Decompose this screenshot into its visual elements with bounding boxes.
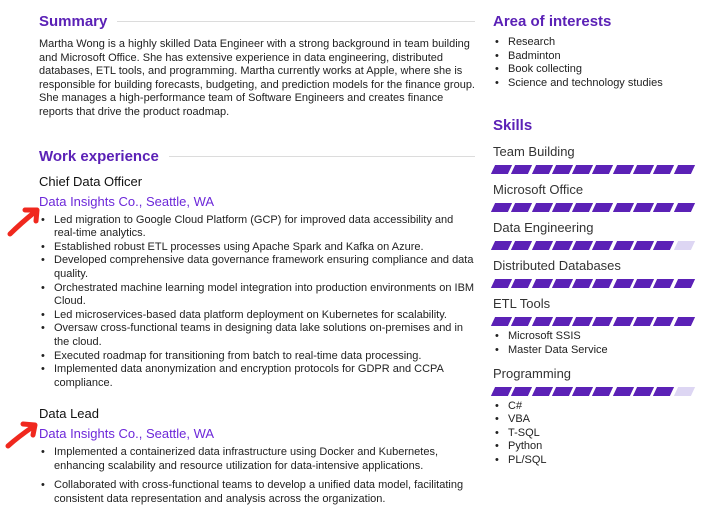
skill-name: Data Engineering	[493, 220, 594, 236]
skill-segment-filled	[633, 165, 654, 174]
skill-segment-filled	[653, 241, 674, 250]
skill-segment-filled	[653, 317, 674, 326]
job-bullet: • Established robust ETL processes using Apache Spark and Kafka on Azure.	[39, 241, 475, 255]
skill-name: Team Building	[493, 144, 575, 160]
skill-segment-filled	[511, 165, 532, 174]
skill-segment-filled	[572, 165, 593, 174]
skill-segment-filled	[592, 317, 613, 326]
skill-sublist	[493, 400, 693, 468]
skill-segment-filled	[511, 241, 532, 250]
job-bullet: • Executed roadmap for transitioning from batch to real-time data processing.	[39, 350, 475, 364]
skill-level-bar	[493, 317, 693, 326]
skill-segment-filled	[633, 241, 654, 250]
skill-item	[493, 296, 693, 357]
skill-item	[493, 144, 693, 174]
skill-segment-filled	[552, 203, 573, 212]
skills-heading: Skills	[493, 116, 533, 134]
skill-segment-filled	[633, 317, 654, 326]
job-entry	[39, 174, 475, 391]
job-bullet: • Led microservices-based data platform deployment on Kubernetes for scalability.	[39, 309, 475, 323]
skill-segment-filled	[552, 317, 573, 326]
skill-segment-filled	[491, 165, 512, 174]
skill-segment-filled	[674, 165, 695, 174]
skill-segment-filled	[572, 387, 593, 396]
skill-segment-filled	[511, 203, 532, 212]
skill-segment-filled	[531, 387, 552, 396]
job-entry	[39, 406, 475, 506]
interest-item: • Book collecting	[493, 63, 693, 77]
skill-segment-filled	[592, 241, 613, 250]
interests-heading: Area of interests	[493, 12, 612, 30]
work-heading-row	[39, 146, 475, 168]
skills-heading-row	[493, 114, 693, 136]
skill-name: Microsoft Office	[493, 182, 584, 198]
skill-segment-filled	[491, 387, 512, 396]
skill-segment-filled	[511, 279, 532, 288]
skill-level-bar	[493, 279, 693, 288]
job-bullet: • Oversaw cross-functional teams in designing data lake solutions on-premises and in the cloud.	[39, 322, 475, 349]
interest-item: • Badminton	[493, 50, 693, 64]
skill-segment-filled	[552, 241, 573, 250]
skill-segment-filled	[613, 387, 634, 396]
skill-segment-filled	[592, 387, 613, 396]
skill-level-bar	[493, 387, 693, 396]
skill-segment-empty	[674, 387, 695, 396]
skill-level-bar	[493, 241, 693, 250]
skill-segment-filled	[531, 165, 552, 174]
skill-item	[493, 220, 693, 250]
skill-segment-filled	[572, 317, 593, 326]
skill-segment-empty	[674, 241, 695, 250]
job-company: Data Insights Co., Seattle, WA	[39, 193, 215, 209]
skill-subitem: • T-SQL	[493, 427, 693, 441]
skill-item	[493, 366, 693, 468]
skill-segment-filled	[674, 203, 695, 212]
job-company: Data Insights Co., Seattle, WA	[39, 426, 215, 442]
skill-segment-filled	[613, 203, 634, 212]
skill-segment-filled	[613, 241, 634, 250]
side-column	[493, 10, 693, 468]
skill-sublist	[493, 330, 693, 357]
summary-heading-row	[39, 10, 475, 32]
skill-segment-filled	[592, 203, 613, 212]
skill-subitem: • VBA	[493, 413, 693, 427]
job-bullet: • Led migration to Google Cloud Platform (GCP) for improved data accessibility and real-time analytics.	[39, 214, 475, 241]
job-bullet: • Implemented a containerized data infrastructure using Docker and Kubernetes, enhancing scalability and resource utilization for data-intensive applications.	[39, 446, 475, 473]
skill-segment-filled	[491, 241, 512, 250]
skill-segment-filled	[572, 203, 593, 212]
skill-segment-filled	[491, 317, 512, 326]
skill-segment-filled	[552, 387, 573, 396]
skill-segment-filled	[613, 279, 634, 288]
skill-item	[493, 258, 693, 288]
skill-segment-filled	[572, 279, 593, 288]
interest-item: • Research	[493, 36, 693, 50]
section-divider	[169, 156, 475, 157]
skill-segment-filled	[653, 279, 674, 288]
interest-item: • Science and technology studies	[493, 77, 693, 91]
skill-segment-filled	[633, 279, 654, 288]
skill-subitem: • PL/SQL	[493, 454, 693, 468]
skill-segment-filled	[552, 279, 573, 288]
summary-text: Martha Wong is a highly skilled Data Engineer with a strong background in team building and Microsoft Office. She has extensive experience in data engineering, distributed databases, ETL tools, and programming. Martha currently works at Apple, where she is responsible for building forecasts, budgeting, and prediction models for the finance group. She manages a high-performance team of Software Engineers and creates finance reports that drive the product roadmap.	[39, 38, 475, 118]
red-arrow-icon	[6, 204, 42, 238]
skill-subitem: • C#	[493, 400, 693, 414]
job-bullet: • Collaborated with cross-functional teams to develop a unified data model, facilitating consistent data representation and analysis across the organization.	[39, 479, 475, 506]
job-bullet: • Implemented data anonymization and encryption protocols for GDPR and CCPA compliance.	[39, 363, 475, 390]
skill-segment-filled	[613, 165, 634, 174]
interests-heading-row	[493, 10, 693, 32]
job-bullets	[39, 446, 475, 506]
skill-segment-filled	[572, 241, 593, 250]
job-title: Data Lead	[39, 406, 99, 422]
skill-subitem: • Microsoft SSIS	[493, 330, 693, 344]
skill-subitem: • Master Data Service	[493, 344, 693, 358]
skill-segment-filled	[531, 241, 552, 250]
skill-segment-filled	[674, 317, 695, 326]
job-bullets	[39, 214, 475, 391]
skill-segment-filled	[491, 279, 512, 288]
skill-segment-filled	[613, 317, 634, 326]
red-arrow-icon	[4, 418, 40, 450]
bottom-fade	[0, 507, 718, 521]
skill-segment-filled	[592, 165, 613, 174]
skill-segment-filled	[592, 279, 613, 288]
skill-segment-filled	[633, 387, 654, 396]
skill-segment-filled	[491, 203, 512, 212]
skill-segment-filled	[653, 203, 674, 212]
job-title: Chief Data Officer	[39, 173, 143, 189]
skill-segment-filled	[511, 387, 532, 396]
job-bullet: • Orchestrated machine learning model integration into production environments on IBM Cloud.	[39, 282, 475, 309]
skill-segment-filled	[531, 279, 552, 288]
section-divider	[117, 21, 475, 22]
skill-segment-filled	[511, 317, 532, 326]
work-experience-heading: Work experience	[39, 148, 159, 166]
skill-segment-filled	[633, 203, 654, 212]
skill-segment-filled	[653, 387, 674, 396]
skill-segment-filled	[531, 317, 552, 326]
skill-level-bar	[493, 165, 693, 174]
skill-level-bar	[493, 203, 693, 212]
summary-heading: Summary	[39, 12, 108, 30]
skill-name: ETL Tools	[493, 296, 551, 312]
interests-list	[493, 36, 693, 90]
skill-name: Distributed Databases	[493, 258, 621, 274]
skill-item	[493, 182, 693, 212]
skill-segment-filled	[552, 165, 573, 174]
main-column	[39, 10, 475, 507]
job-bullet: • Developed comprehensive data governance framework ensuring compliance and data quality.	[39, 254, 475, 281]
skill-segment-filled	[531, 203, 552, 212]
skill-subitem: • Python	[493, 440, 693, 454]
skill-segment-filled	[674, 279, 695, 288]
skill-segment-filled	[653, 165, 674, 174]
skill-name: Programming	[493, 365, 572, 381]
